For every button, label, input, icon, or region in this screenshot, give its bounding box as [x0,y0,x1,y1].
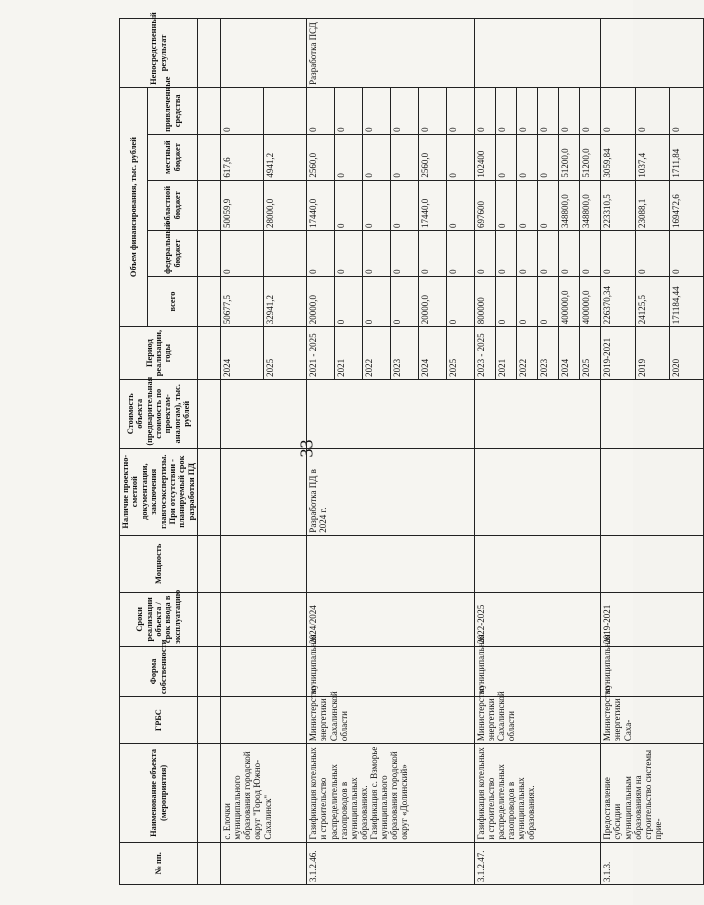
federal-cell: 0 [669,231,703,277]
attracted-cell: 0 [635,87,669,134]
total-cell: 171184,44 [669,276,703,326]
attracted-cell: 0 [601,87,635,134]
local-cell: 0 [335,134,363,180]
federal-cell: 0 [635,231,669,277]
federal-cell: 0 [363,231,391,277]
terms-cell [221,592,307,646]
regional-cell: 28000,0 [264,180,307,230]
total-cell: 24125,5 [635,276,669,326]
regional-cell: 17440,0 [307,180,335,230]
federal-cell: 0 [580,231,601,277]
docs-cell [221,448,307,535]
table-body [221,19,704,885]
period-cell: 2025 [580,327,601,380]
attracted-cell: 0 [538,87,559,134]
grbs-cell: Министерство энергетики Сахалинской области [307,697,474,744]
attracted-cell: 0 [517,87,538,134]
regional-cell: 223310,5 [601,180,635,230]
ownership-cell [221,646,307,696]
period-cell: 2022 [517,327,538,380]
federal-cell [264,231,307,277]
local-cell: 0 [517,134,538,180]
result-cell [474,19,601,88]
attracted-cell: 0 [446,87,474,134]
table-row [474,19,495,885]
header-total: всего [148,276,198,326]
regional-cell: 348800,0 [580,180,601,230]
attracted-cell: 0 [474,87,495,134]
docs-cell [474,448,601,535]
capacity-cell [474,535,601,592]
federal-cell: 0 [517,231,538,277]
ownership-cell: муниципальная [307,646,474,696]
docs-cell: Разработка ПД в 2024 г. [307,448,474,535]
federal-cell: 0 [221,231,264,277]
local-cell: 0 [363,134,391,180]
total-cell: 0 [538,276,559,326]
attracted-cell: 0 [495,87,516,134]
federal-cell: 0 [559,231,580,277]
result-cell: Разработка ПСД [307,19,474,88]
total-cell: 0 [335,276,363,326]
regional-cell: 23088,1 [635,180,669,230]
total-cell: 0 [446,276,474,326]
local-cell: 4941,2 [264,134,307,180]
attracted-cell: 0 [363,87,391,134]
header-regional: областной бюджет [148,180,198,230]
federal-cell: 0 [495,231,516,277]
attracted-cell: 0 [307,87,335,134]
local-cell: 0 [538,134,559,180]
attracted-cell [264,87,307,134]
federal-cell: 0 [335,231,363,277]
period-cell: 2023 - 2025 [474,327,495,380]
total-cell: 50677,5 [221,276,264,326]
capacity-cell [601,535,704,592]
local-cell: 0 [495,134,516,180]
period-cell: 2022 [363,327,391,380]
local-cell: 617,6 [221,134,264,180]
period-cell: 2024 [419,327,447,380]
header-period: Период реализации, годы [120,327,198,380]
period-cell: 2024 [559,327,580,380]
regional-cell: 0 [335,180,363,230]
total-cell: 226370,34 [601,276,635,326]
object-name: Предоставление субсидии муниципальным образованиям на строительство системы прие- [601,744,704,843]
header-ownership: Форма собственности [120,646,198,696]
total-cell: 20000,0 [419,276,447,326]
regional-cell: 0 [495,180,516,230]
object-name: Газификация котельных и строительство распределительных газопроводов в муниципальных образованиях. Газификация с. Взморье муниципального образования городской округ «Долинский» [307,744,474,843]
period-cell: 2021 - 2025 [307,327,335,380]
local-cell: 51200,0 [580,134,601,180]
financing-table [119,12,704,885]
period-cell: 2023 [538,327,559,380]
header-name: Наименование объекта (мероприятия) [120,744,198,843]
total-cell: 20000,0 [307,276,335,326]
local-cell: 2560,0 [419,134,447,180]
federal-cell: 0 [446,231,474,277]
local-cell: 1711,84 [669,134,703,180]
regional-cell: 0 [517,180,538,230]
federal-cell: 0 [419,231,447,277]
cost-cell [474,379,601,448]
ownership-cell: муниципальная [601,646,704,696]
federal-cell: 0 [307,231,335,277]
local-cell: 0 [391,134,419,180]
grbs-cell: Министерство энергетики Сахалинской области [474,697,601,744]
terms-cell: 2022-2025 [474,592,601,646]
table-row [601,19,635,885]
header-grbs: ГРБС [120,697,198,744]
total-cell: 0 [363,276,391,326]
regional-cell: 169472,6 [669,180,703,230]
capacity-cell [307,535,474,592]
header-federal: федеральный бюджет [148,231,198,277]
header-result: Непосредственный результат [120,19,198,88]
regional-cell: 0 [538,180,559,230]
capacity-cell [221,535,307,592]
total-cell: 32941,2 [264,276,307,326]
result-cell [601,19,704,88]
header-no: № пп. [120,842,198,884]
regional-cell: 0 [363,180,391,230]
period-cell: 2025 [264,327,307,380]
attracted-cell: 0 [580,87,601,134]
row-number [221,842,307,884]
period-cell: 2023 [391,327,419,380]
header-funding: Объем финансирования, тыс. рублей [120,87,148,326]
local-cell: 102400 [474,134,495,180]
rotated-table-wrapper [119,12,681,885]
regional-cell: 0 [391,180,419,230]
result-cell [221,19,307,88]
total-cell: 400000,0 [559,276,580,326]
period-cell: 2021 [495,327,516,380]
total-cell: 0 [517,276,538,326]
grbs-cell: Министерство энергетики Саха- [601,697,704,744]
object-name: Газификация котельных и строительство распределительных газопроводов в муниципальных образованиях. [474,744,601,843]
regional-cell: 17440,0 [419,180,447,230]
attracted-cell: 0 [559,87,580,134]
regional-cell: 697600 [474,180,495,230]
total-cell: 800000 [474,276,495,326]
header-capacity: Мощность [120,535,198,592]
object-name: с. Елочки муниципального образования городской округ "Город Южно-Сахалинск" [221,744,307,843]
local-cell: 1037,4 [635,134,669,180]
federal-cell: 0 [391,231,419,277]
attracted-cell: 0 [419,87,447,134]
header-attracted: привлеченные средства [148,87,198,134]
terms-cell: 2019-2021 [601,592,704,646]
table-row [221,19,264,885]
row-number: 3.1.3. [601,842,704,884]
total-cell: 0 [495,276,516,326]
regional-cell: 348800,0 [559,180,580,230]
period-cell: 2019-2021 [601,327,635,380]
local-cell: 0 [446,134,474,180]
attracted-cell: 0 [335,87,363,134]
cost-cell [221,379,307,448]
period-cell: 2020 [669,327,703,380]
row-number: 3.1.2.47. [474,842,601,884]
header-cost: Стоимость объекта (предварительная стоимость по проектам-аналогам), тыс. рублей [120,379,198,448]
header-docs: Наличие проектно-сметной документации, заключения главгосэкспертизы. При отсутствии - планируемый срок разработки ПД [120,448,198,535]
table-row [307,19,335,885]
attracted-cell: 0 [391,87,419,134]
ownership-cell: муниципальная [474,646,601,696]
total-cell: 400000,0 [580,276,601,326]
cost-cell [601,379,704,448]
attracted-cell: 0 [669,87,703,134]
row-number: 3.1.2.46. [307,842,474,884]
docs-cell [601,448,704,535]
local-cell: 51200,0 [559,134,580,180]
federal-cell: 0 [538,231,559,277]
cost-cell [307,379,474,448]
total-cell: 0 [391,276,419,326]
period-cell: 2019 [635,327,669,380]
local-cell: 3059,84 [601,134,635,180]
grbs-cell [221,697,307,744]
federal-cell: 0 [474,231,495,277]
period-cell: 2025 [446,327,474,380]
header-row-1 [120,19,148,885]
regional-cell: 50059,9 [221,180,264,230]
header-terms: Сроки реализации объекта / срок ввода в эксплуатацию [120,592,198,646]
period-cell: 2024 [221,327,264,380]
page-number: 33 [296,439,317,458]
header-local: местный бюджет [148,134,198,180]
regional-cell: 0 [446,180,474,230]
header-spacer-row [198,19,221,885]
attracted-cell: 0 [221,87,264,134]
federal-cell: 0 [601,231,635,277]
period-cell: 2021 [335,327,363,380]
terms-cell: 2024/2024 [307,592,474,646]
local-cell: 2560,0 [307,134,335,180]
